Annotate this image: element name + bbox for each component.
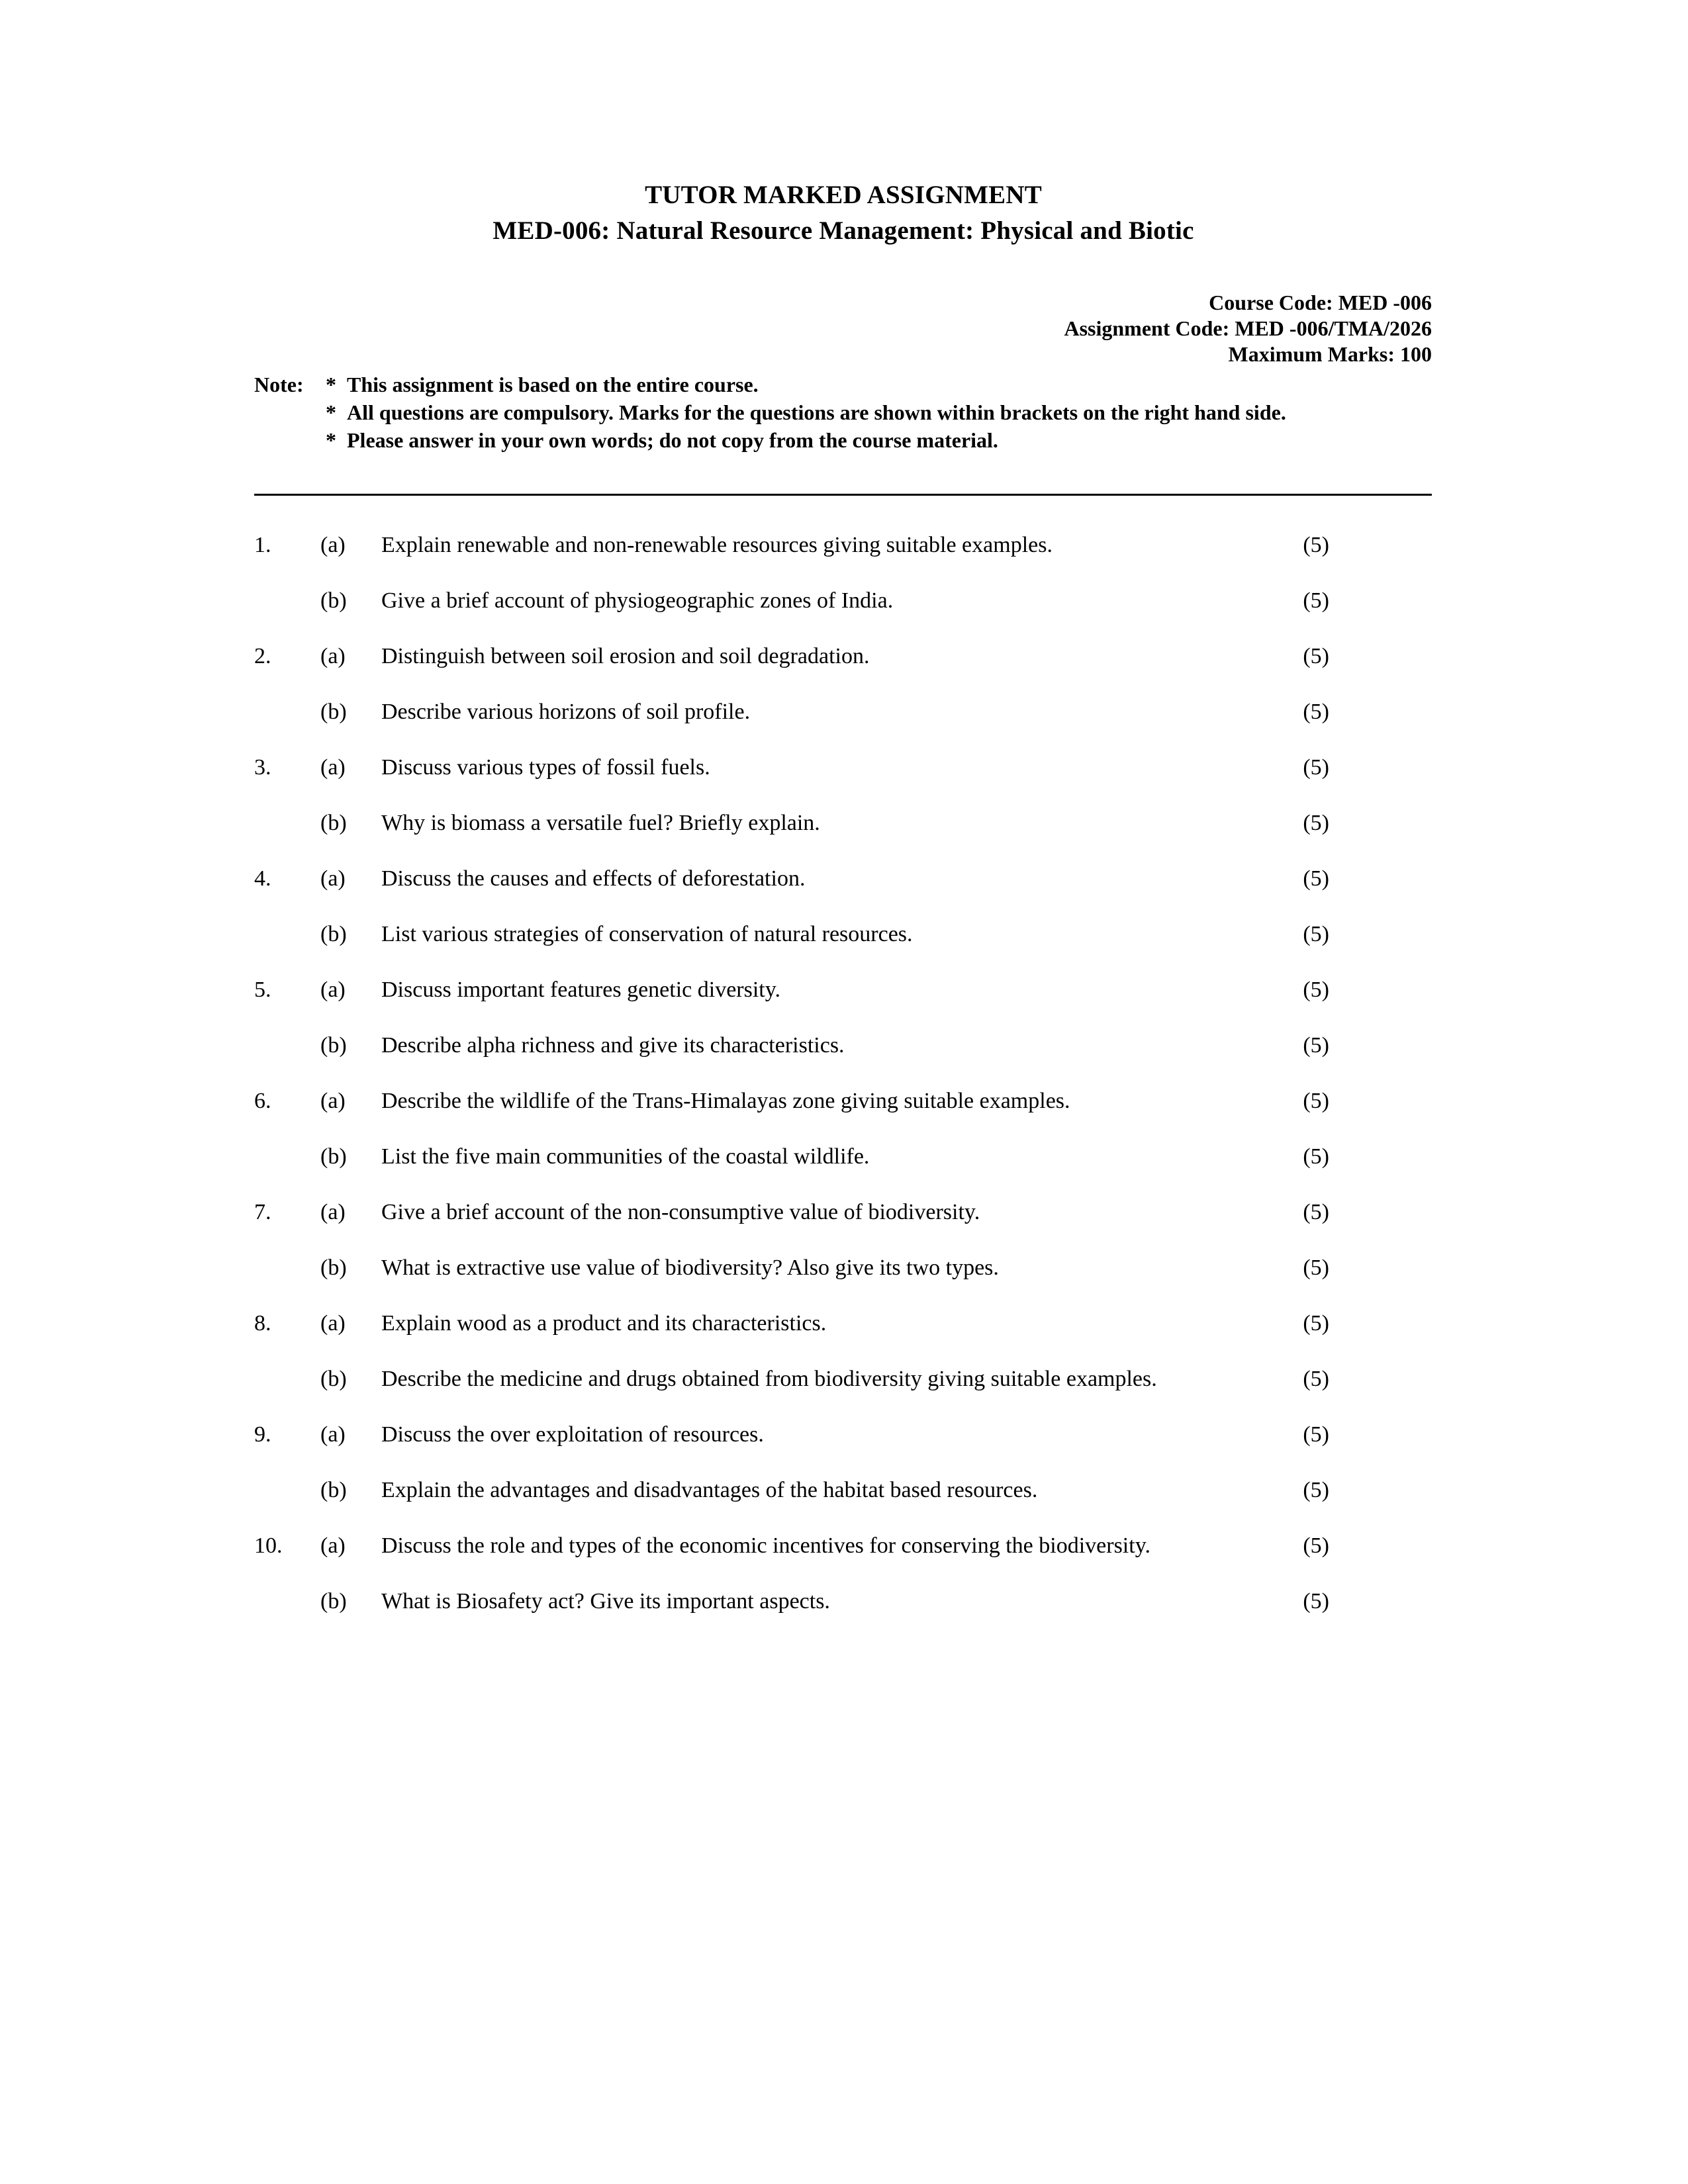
question-marks: (5) bbox=[1303, 1200, 1329, 1224]
question-text: What is extractive use value of biodiversity? Also give its two types. bbox=[381, 1255, 999, 1280]
question-row bbox=[254, 1252, 1432, 1284]
note-row bbox=[254, 426, 1432, 454]
note-bullet-icon: * bbox=[326, 373, 336, 396]
question-part-letter: (b) bbox=[320, 1367, 347, 1391]
question-number: 8. bbox=[254, 1311, 271, 1336]
question-part-letter: (a) bbox=[320, 533, 346, 557]
question-part-letter: (a) bbox=[320, 866, 346, 891]
note-item-2: All questions are compulsory. Marks for the questions are shown within brackets on the right hand side. bbox=[347, 400, 1286, 424]
question-text: Why is biomass a versatile fuel? Briefly explain. bbox=[381, 811, 820, 835]
note-row bbox=[254, 398, 1432, 426]
question-row bbox=[254, 1141, 1432, 1173]
question-number: 3. bbox=[254, 755, 271, 780]
question-marks: (5) bbox=[1303, 1478, 1329, 1502]
question-text: Discuss various types of fossil fuels. bbox=[381, 755, 710, 780]
question-text: Explain renewable and non-renewable resources giving suitable examples. bbox=[381, 533, 1053, 557]
question-row bbox=[254, 1586, 1432, 1617]
question-part-letter: (a) bbox=[320, 1533, 346, 1558]
question-part-letter: (b) bbox=[320, 1589, 347, 1614]
question-number: 1. bbox=[254, 533, 271, 557]
question-row bbox=[254, 1308, 1432, 1340]
question-row bbox=[254, 1363, 1432, 1395]
question-marks: (5) bbox=[1303, 1589, 1329, 1614]
question-text: List the five main communities of the coastal wildlife. bbox=[381, 1144, 870, 1169]
note-row bbox=[254, 371, 1432, 398]
question-marks: (5) bbox=[1303, 1255, 1329, 1280]
question-text: Discuss important features genetic diversity. bbox=[381, 978, 781, 1002]
question-part-letter: (a) bbox=[320, 1200, 346, 1224]
question-part-letter: (a) bbox=[320, 1089, 346, 1113]
question-marks: (5) bbox=[1303, 1144, 1329, 1169]
question-row bbox=[254, 641, 1432, 672]
question-number: 9. bbox=[254, 1422, 271, 1447]
course-code: Course Code: MED -006 bbox=[1209, 291, 1432, 314]
question-marks: (5) bbox=[1303, 1311, 1329, 1336]
question-row bbox=[254, 919, 1432, 950]
question-number: 7. bbox=[254, 1200, 271, 1224]
question-text: Explain the advantages and disadvantages of the habitat based resources. bbox=[381, 1478, 1038, 1502]
question-row bbox=[254, 974, 1432, 1006]
question-number: 2. bbox=[254, 644, 271, 668]
question-row bbox=[254, 529, 1432, 561]
question-text: What is Biosafety act? Give its important aspects. bbox=[381, 1589, 830, 1614]
question-row bbox=[254, 1030, 1432, 1062]
question-part-letter: (a) bbox=[320, 755, 346, 780]
question-row bbox=[254, 1197, 1432, 1228]
question-part-letter: (b) bbox=[320, 1255, 347, 1280]
question-text: Discuss the causes and effects of deforestation. bbox=[381, 866, 806, 891]
questions-list bbox=[254, 529, 1432, 1641]
question-marks: (5) bbox=[1303, 644, 1329, 668]
question-marks: (5) bbox=[1303, 1533, 1329, 1558]
maximum-marks: Maximum Marks: 100 bbox=[1228, 342, 1432, 366]
question-text: Give a brief account of physiogeographic zones of India. bbox=[381, 588, 894, 613]
page-title: TUTOR MARKED ASSIGNMENT bbox=[645, 181, 1042, 209]
question-row bbox=[254, 1475, 1432, 1506]
question-marks: (5) bbox=[1303, 866, 1329, 891]
page-subtitle: MED-006: Natural Resource Management: Physical and Biotic bbox=[492, 216, 1194, 245]
question-marks: (5) bbox=[1303, 588, 1329, 613]
course-code-block bbox=[254, 290, 1432, 367]
question-row bbox=[254, 863, 1432, 895]
question-row bbox=[254, 696, 1432, 728]
question-row bbox=[254, 1530, 1432, 1562]
document-header bbox=[254, 177, 1432, 249]
question-part-letter: (b) bbox=[320, 811, 347, 835]
question-part-letter: (a) bbox=[320, 1422, 346, 1447]
question-text: List various strategies of conservation of natural resources. bbox=[381, 922, 913, 946]
question-text: Describe alpha richness and give its characteristics. bbox=[381, 1033, 845, 1058]
note-bullet-icon: * bbox=[326, 400, 336, 424]
question-text: Explain wood as a product and its characteristics. bbox=[381, 1311, 827, 1336]
question-part-letter: (b) bbox=[320, 1033, 347, 1058]
question-part-letter: (a) bbox=[320, 978, 346, 1002]
note-item-1: This assignment is based on the entire course. bbox=[347, 373, 759, 396]
note-bullet-icon: * bbox=[326, 428, 336, 452]
question-text: Discuss the role and types of the economic incentives for conserving the biodiversity. bbox=[381, 1533, 1150, 1558]
question-marks: (5) bbox=[1303, 700, 1329, 724]
note-item-3: Please answer in your own words; do not copy from the course material. bbox=[347, 428, 998, 452]
question-marks: (5) bbox=[1303, 978, 1329, 1002]
question-part-letter: (b) bbox=[320, 1144, 347, 1169]
question-number: 6. bbox=[254, 1089, 271, 1113]
question-marks: (5) bbox=[1303, 922, 1329, 946]
assignment-code: Assignment Code: MED -006/TMA/2026 bbox=[1064, 316, 1432, 340]
question-text: Give a brief account of the non-consumptive value of biodiversity. bbox=[381, 1200, 980, 1224]
question-text: Discuss the over exploitation of resources. bbox=[381, 1422, 764, 1447]
question-row bbox=[254, 585, 1432, 617]
question-row bbox=[254, 1085, 1432, 1117]
question-marks: (5) bbox=[1303, 533, 1329, 557]
question-marks: (5) bbox=[1303, 1422, 1329, 1447]
question-marks: (5) bbox=[1303, 811, 1329, 835]
question-marks: (5) bbox=[1303, 1367, 1329, 1391]
question-number: 5. bbox=[254, 978, 271, 1002]
question-part-letter: (b) bbox=[320, 922, 347, 946]
question-marks: (5) bbox=[1303, 1089, 1329, 1113]
question-part-letter: (b) bbox=[320, 588, 347, 613]
question-part-letter: (b) bbox=[320, 700, 347, 724]
question-text: Distinguish between soil erosion and soil degradation. bbox=[381, 644, 870, 668]
question-marks: (5) bbox=[1303, 1033, 1329, 1058]
question-marks: (5) bbox=[1303, 755, 1329, 780]
question-part-letter: (a) bbox=[320, 1311, 346, 1336]
question-number: 4. bbox=[254, 866, 271, 891]
question-row bbox=[254, 752, 1432, 784]
question-row bbox=[254, 1419, 1432, 1451]
question-text: Describe various horizons of soil profile. bbox=[381, 700, 751, 724]
header-divider bbox=[254, 494, 1432, 496]
question-part-letter: (b) bbox=[320, 1478, 347, 1502]
question-row bbox=[254, 807, 1432, 839]
question-text: Describe the wildlife of the Trans-Himalayas zone giving suitable examples. bbox=[381, 1089, 1070, 1113]
question-number: 10. bbox=[254, 1533, 283, 1558]
question-part-letter: (a) bbox=[320, 644, 346, 668]
question-text: Describe the medicine and drugs obtained from biodiversity giving suitable examples. bbox=[381, 1367, 1157, 1391]
note-block bbox=[254, 371, 1432, 454]
note-label: Note: bbox=[254, 373, 304, 396]
